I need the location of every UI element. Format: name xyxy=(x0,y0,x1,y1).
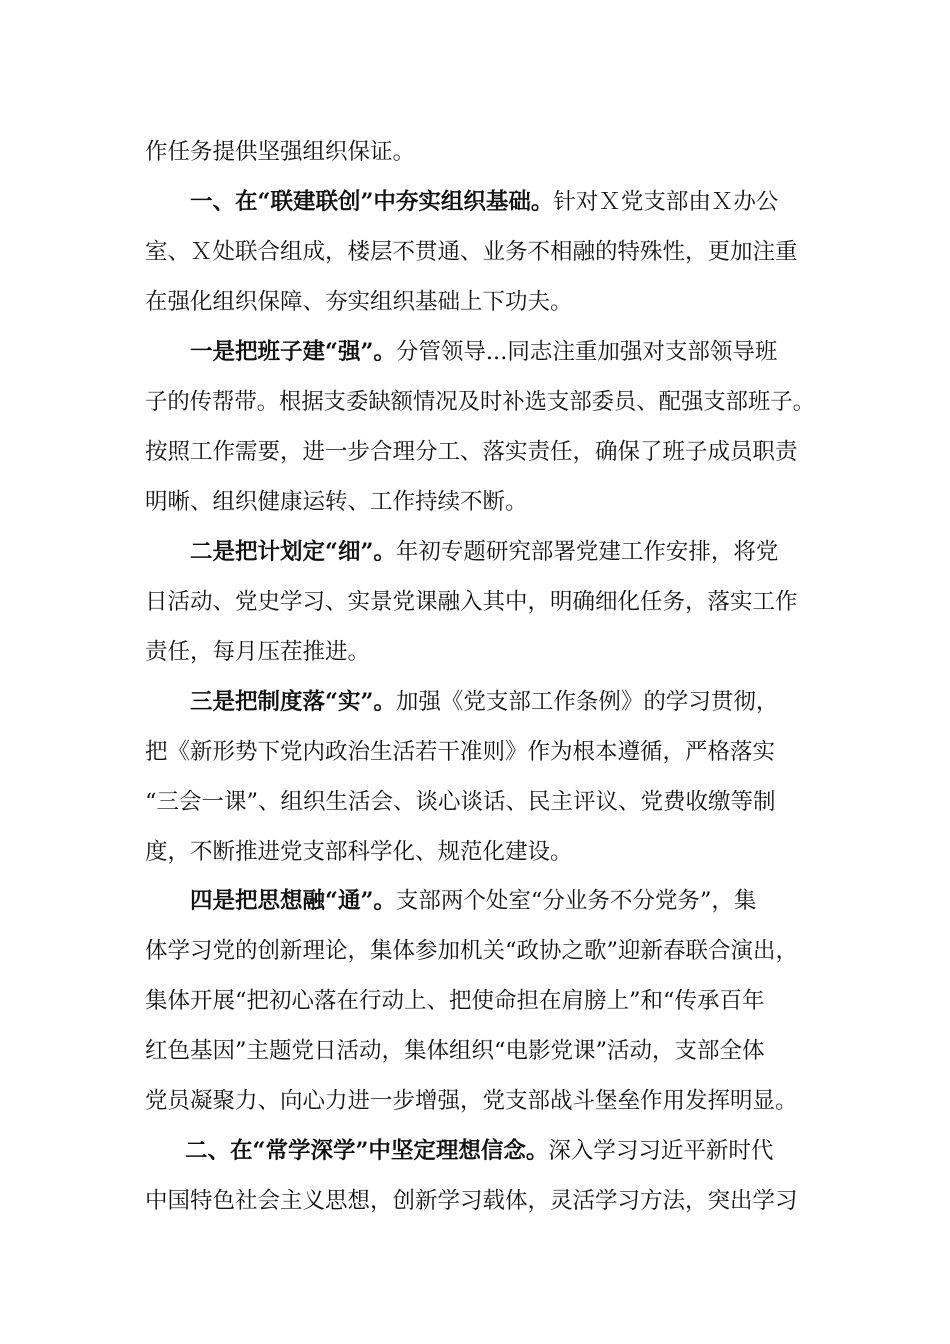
text-line xyxy=(145,936,815,966)
subheading-line xyxy=(190,337,815,367)
section-heading: 一、在“联建联创”中夯实组织基础。 xyxy=(190,189,554,215)
line-text: 深入学习习近平新时代 xyxy=(548,1138,774,1164)
text-line xyxy=(145,787,815,817)
line-text: 党员凝聚力、向心力进一步增强，党支部战斗堡垒作用发挥明显。 xyxy=(145,1088,798,1114)
text-line xyxy=(145,737,815,767)
text-line xyxy=(145,487,815,517)
subheading: 四是把思想融“通”。 xyxy=(190,888,396,914)
text-line xyxy=(145,1036,815,1066)
line-text: 体学习党的创新理论，集体参加机关“政协之歌”迎新春联合演出， xyxy=(145,938,799,964)
line-text: 在强化组织保障、夯实组织基础上下功夫。 xyxy=(145,289,573,315)
line-text: 红色基因”主题党日活动，集体组织“电影党课”活动，支部全体 xyxy=(145,1038,765,1064)
text-line xyxy=(145,137,815,167)
text-line xyxy=(145,237,815,267)
line-text: 明晰、组织健康运转、工作持续不断。 xyxy=(145,489,528,515)
text-line xyxy=(145,986,815,1016)
subheading: 二是把计划定“细”。 xyxy=(190,539,396,565)
line-text: 作任务提供坚强组织保证。 xyxy=(145,139,416,165)
line-text: 支部两个处室“分业务不分党务”，集 xyxy=(395,888,757,914)
line-text: 分管领导...同志注重加强对支部领导班 xyxy=(395,339,778,365)
text-line xyxy=(145,1186,815,1216)
line-text: 针对Ｘ党支部由Ｘ办公 xyxy=(553,189,779,215)
line-text: 度，不断推进党支部科学化、规范化建设。 xyxy=(145,839,573,865)
text-line xyxy=(145,837,815,867)
line-text: 加强《党支部工作条例》的学习贯彻， xyxy=(395,689,779,715)
line-text: 集体开展“把初心落在行动上、把使命担在肩膀上”和“传承百年 xyxy=(145,988,765,1014)
text-line xyxy=(145,287,815,317)
line-text: 室、Ｘ处联合组成，楼层不贯通、业务不相融的特殊性，更加注重 xyxy=(145,239,798,265)
line-text: 按照工作需要，进一步合理分工、落实责任，确保了班子成员职责 xyxy=(145,439,798,465)
line-text: 年初专题研究部署党建工作安排，将党 xyxy=(395,539,779,565)
line-text: “三会一课”、组织生活会、谈心谈话、民主评议、党费收缴等制 xyxy=(145,789,776,815)
text-line xyxy=(145,637,815,667)
subheading-line xyxy=(190,886,815,916)
text-line xyxy=(145,587,815,617)
section-heading: 二、在“常学深学”中坚定理想信念。 xyxy=(185,1138,549,1164)
text-line xyxy=(145,1086,815,1116)
subheading-line xyxy=(190,687,815,717)
line-text: 责任，每月压茬推进。 xyxy=(145,639,371,665)
line-text: 子的传帮带。根据支委缺额情况及时补选支部委员、配强支部班子。 xyxy=(145,389,816,415)
line-text: 把《新形势下党内政治生活若干准则》作为根本遵循，严格落实 xyxy=(145,739,776,765)
subheading-line xyxy=(190,537,815,567)
section-heading-line xyxy=(185,1136,815,1166)
text-line xyxy=(145,387,816,417)
line-text: 中国特色社会主义思想，创新学习载体，灵活学习方法，突出学习 xyxy=(145,1188,798,1214)
line-text: 日活动、党史学习、实景党课融入其中，明确细化任务，落实工作 xyxy=(145,589,798,615)
section-heading-line xyxy=(190,187,815,217)
text-line xyxy=(145,437,815,467)
subheading: 三是把制度落“实”。 xyxy=(190,689,396,715)
subheading: 一是把班子建“强”。 xyxy=(190,339,396,365)
